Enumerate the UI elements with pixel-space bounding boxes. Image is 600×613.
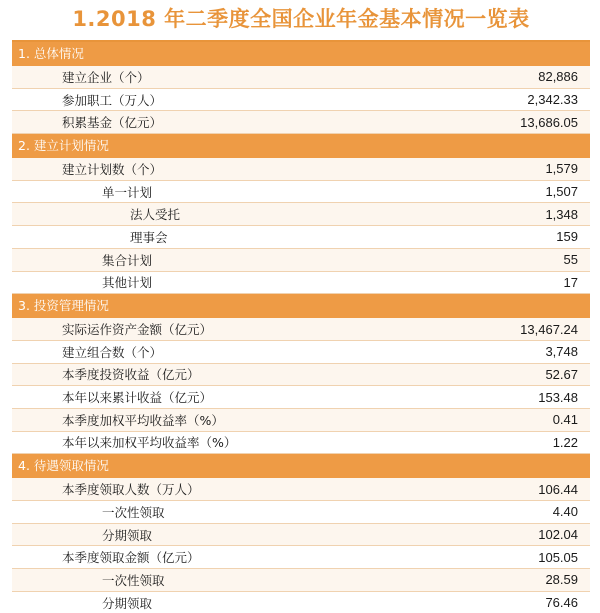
row-label: 参加职工（万人） bbox=[62, 92, 163, 108]
section-investment bbox=[12, 294, 590, 454]
row-value: 13,686.05 bbox=[520, 114, 578, 130]
row-label: 法人受托 bbox=[130, 207, 181, 223]
row-label: 分期领取 bbox=[102, 595, 153, 611]
row-label: 本季度加权平均收益率（%） bbox=[62, 412, 224, 428]
table-row bbox=[12, 386, 590, 409]
row-value: 0.41 bbox=[552, 412, 578, 428]
table-row bbox=[12, 158, 590, 181]
row-value: 4.40 bbox=[552, 504, 578, 520]
row-value: 102.04 bbox=[538, 527, 578, 543]
row-label: 本年以来累计收益（亿元） bbox=[62, 390, 213, 406]
table-row bbox=[12, 249, 590, 272]
row-value: 82,886 bbox=[538, 69, 578, 85]
section-header: 1. 总体情况 bbox=[12, 42, 590, 66]
row-label: 集合计划 bbox=[102, 252, 153, 268]
table-row bbox=[12, 181, 590, 204]
section-benefits bbox=[12, 454, 590, 613]
row-label: 建立企业（个） bbox=[62, 69, 150, 85]
row-label: 理事会 bbox=[130, 229, 168, 245]
row-value: 153.48 bbox=[538, 389, 578, 405]
table-row bbox=[12, 272, 590, 295]
row-value: 76.46 bbox=[545, 595, 578, 611]
section-header: 4. 待遇领取情况 bbox=[12, 454, 590, 478]
table-row bbox=[12, 546, 590, 569]
row-label: 实际运作资产金额（亿元） bbox=[62, 322, 213, 338]
row-label: 本季度领取金额（亿元） bbox=[62, 550, 200, 566]
row-value: 17 bbox=[563, 274, 578, 290]
row-label: 建立组合数（个） bbox=[62, 344, 163, 360]
table-row bbox=[12, 111, 590, 134]
table-row bbox=[12, 409, 590, 432]
summary-table bbox=[12, 40, 590, 613]
section-overview bbox=[12, 42, 590, 134]
table-row bbox=[12, 203, 590, 226]
section-rows bbox=[12, 158, 590, 294]
table-row bbox=[12, 478, 590, 501]
row-label: 一次性领取 bbox=[102, 504, 165, 520]
row-value: 55 bbox=[563, 252, 578, 268]
row-label: 单一计划 bbox=[102, 184, 153, 200]
table-row bbox=[12, 569, 590, 592]
row-value: 3,748 bbox=[545, 344, 578, 360]
table-row bbox=[12, 341, 590, 364]
table-row bbox=[12, 318, 590, 341]
table-row bbox=[12, 432, 590, 455]
section-plans bbox=[12, 134, 590, 294]
table-row bbox=[12, 364, 590, 387]
table-row bbox=[12, 66, 590, 89]
row-label: 本季度投资收益（亿元） bbox=[62, 367, 200, 383]
row-value: 159 bbox=[556, 229, 578, 245]
section-rows bbox=[12, 318, 590, 454]
table-row bbox=[12, 524, 590, 547]
row-label: 本年以来加权平均收益率（%） bbox=[62, 435, 237, 451]
row-value: 1,507 bbox=[545, 184, 578, 200]
row-value: 105.05 bbox=[538, 549, 578, 565]
section-rows bbox=[12, 478, 590, 613]
table-row bbox=[12, 592, 590, 613]
row-label: 建立计划数（个） bbox=[62, 161, 163, 177]
row-value: 13,467.24 bbox=[520, 321, 578, 337]
row-label: 其他计划 bbox=[102, 275, 153, 291]
row-label: 分期领取 bbox=[102, 527, 153, 543]
row-label: 本季度领取人数（万人） bbox=[62, 482, 200, 498]
table-row bbox=[12, 226, 590, 249]
section-rows bbox=[12, 66, 590, 134]
table-row bbox=[12, 89, 590, 112]
section-header: 2. 建立计划情况 bbox=[12, 134, 590, 158]
table-row bbox=[12, 501, 590, 524]
row-value: 1,348 bbox=[545, 206, 578, 222]
section-header: 3. 投资管理情况 bbox=[12, 294, 590, 318]
row-value: 1.22 bbox=[552, 434, 578, 450]
row-value: 2,342.33 bbox=[527, 92, 578, 108]
row-value: 28.59 bbox=[545, 572, 578, 588]
row-label: 积累基金（亿元） bbox=[62, 115, 163, 131]
row-value: 52.67 bbox=[545, 366, 578, 382]
row-value: 106.44 bbox=[538, 481, 578, 497]
row-value: 1,579 bbox=[545, 161, 578, 177]
table-title: 1.2018 年二季度全国企业年金基本情况一览表 bbox=[72, 7, 530, 31]
row-label: 一次性领取 bbox=[102, 572, 165, 588]
